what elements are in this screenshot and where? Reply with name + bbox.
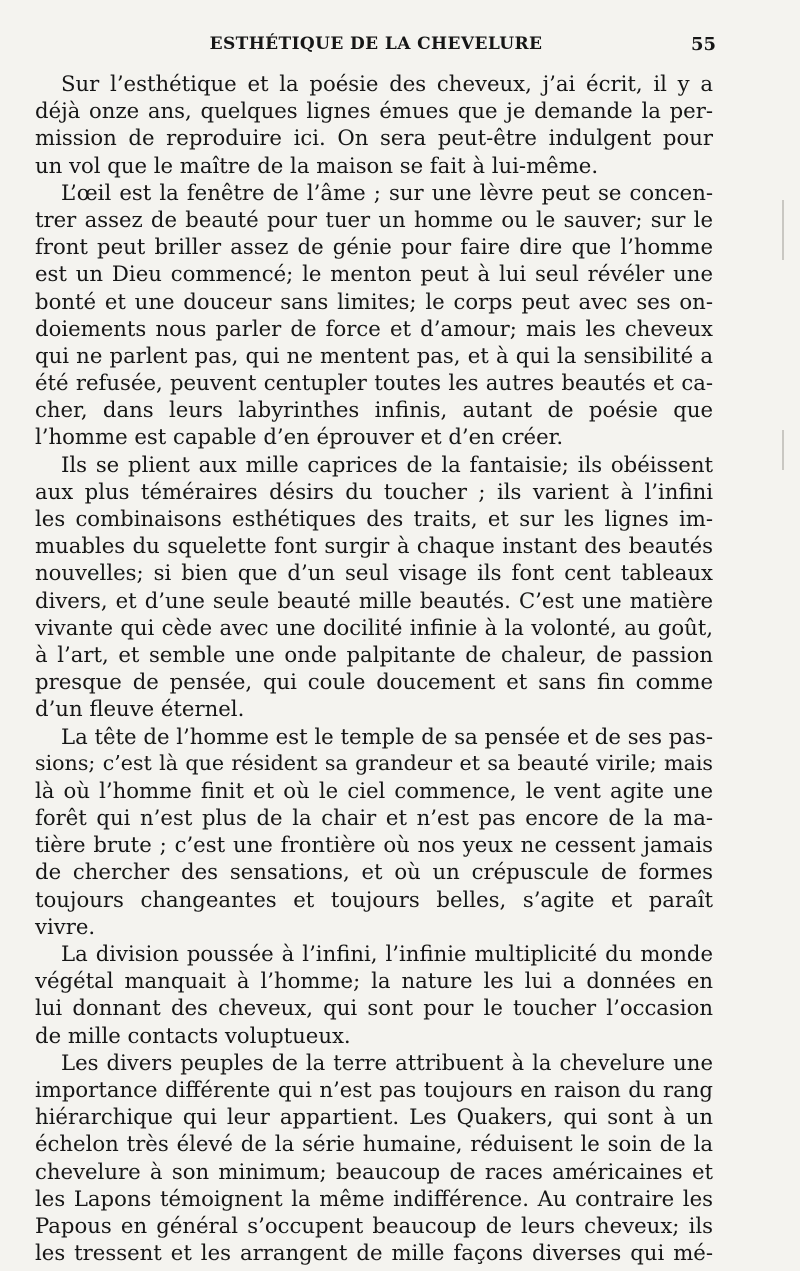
- text-line: forêt qui n’est plus de la chair et n’est pas encore de la ma-: [35, 805, 713, 831]
- page-edge-mark: [782, 430, 784, 470]
- text-line: divers, et d’une seule beauté mille beautés. C’est une matière: [35, 587, 713, 613]
- text-line: La tête de l’homme est le temple de sa pensée et de ses pas-: [61, 723, 713, 749]
- text-line: trer assez de beauté pour tuer un homme ou le sauver; sur le: [35, 206, 713, 232]
- text-line: échelon très élevé de la série humaine, réduisent le soin de la: [35, 1131, 713, 1157]
- text-line: les Lapons témoignent la même indifférence. Au contraire les: [35, 1185, 713, 1211]
- text-line: bonté et une douceur sans limites; le corps peut avec ses on-: [35, 288, 713, 314]
- text-line: muables du squelette font surgir à chaque instant des beautés: [35, 533, 713, 559]
- text-line: Papous en général s’occupent beaucoup de leurs cheveux; ils: [35, 1212, 713, 1238]
- text-line: nouvelles; si bien que d’un seul visage ils font cent tableaux: [35, 560, 713, 586]
- text-line: là où l’homme finit et où le ciel commence, le vent agite une: [35, 777, 713, 803]
- text-line: La division poussée à l’infini, l’infinie multiplicité du monde: [61, 941, 713, 966]
- text-line: l’homme est capable d’en éprouver et d’en créer.: [35, 424, 564, 450]
- text-line: mission de reproduire ici. On sera peut-être indulgent pour: [35, 125, 713, 151]
- text-line: Les divers peuples de la terre attribuent à la chevelure une: [61, 1049, 713, 1075]
- page-header: [36, 34, 716, 56]
- text-line: hiérarchique qui leur appartient. Les Quakers, qui sont à un: [35, 1104, 713, 1130]
- body-text: [35, 70, 713, 1266]
- text-line: végétal manquait à l’homme; la nature les lui a données en: [35, 968, 713, 994]
- text-line: Ils se plient aux mille caprices de la fantaisie; ils obéissent: [61, 451, 713, 477]
- text-line: est un Dieu commencé; le menton peut à lui seul révéler une: [35, 261, 713, 287]
- text-line: doiements nous parler de force et d’amour; mais les cheveux: [35, 315, 713, 341]
- text-line: qui ne parlent pas, qui ne mentent pas, et à qui la sensibilité a: [35, 342, 713, 368]
- page-number: 55: [690, 34, 716, 55]
- text-line: cher, dans leurs labyrinthes infinis, autant de poésie que: [35, 397, 713, 423]
- text-line: presque de pensée, qui coule doucement et sans fin comme: [35, 669, 713, 695]
- text-line: lui donnant des cheveux, qui sont pour le toucher l’occasion: [35, 995, 713, 1021]
- text-line: importance différente qui n’est pas toujours en raison du rang: [35, 1076, 713, 1102]
- text-line: sions; c’est là que résident sa grandeur et sa beauté virile; mais: [35, 750, 713, 775]
- text-line: de chercher des sensations, et où un crépuscule de formes: [35, 859, 713, 885]
- text-line: vivre.: [35, 913, 96, 939]
- text-line: chevelure à son minimum; beaucoup de races américaines et: [35, 1158, 713, 1184]
- text-line: toujours changeantes et toujours belles, s’agite et paraît: [35, 886, 713, 912]
- text-line: Sur l’esthétique et la poésie des cheveux, j’ai écrit, il y a: [61, 71, 713, 96]
- text-line: été refusée, peuvent centupler toutes les autres beautés et ca-: [35, 370, 713, 396]
- text-line: vivante qui cède avec une docilité infinie à la volonté, au goût,: [35, 614, 713, 640]
- text-line: d’un fleuve éternel.: [35, 696, 245, 722]
- text-line: les tressent et les arrangent de mille façons diverses qui mé-: [35, 1240, 713, 1266]
- text-line: front peut briller assez de génie pour faire dire que l’homme: [35, 234, 713, 260]
- text-line: tière brute ; c’est une frontière où nos yeux ne cessent jamais: [35, 832, 713, 858]
- text-line: de mille contacts voluptueux.: [35, 1022, 351, 1048]
- text-line: déjà onze ans, quelques lignes émues que je demande la per-: [35, 98, 713, 124]
- text-line: un vol que le maître de la maison se fait à lui-même.: [35, 152, 599, 178]
- text-line: les combinaisons esthétiques des traits, et sur les lignes im-: [35, 506, 713, 531]
- page-edge-mark: [782, 200, 784, 260]
- text-line: à l’art, et semble une onde palpitante de chaleur, de passion: [35, 641, 713, 667]
- text-line: L’œil est la fenêtre de l’âme ; sur une lèvre peut se concen-: [61, 179, 713, 205]
- running-title: ESTHÉTIQUE DE LA CHEVELURE: [209, 34, 543, 54]
- text-line: aux plus téméraires désirs du toucher ; ils varient à l’infini: [35, 478, 713, 504]
